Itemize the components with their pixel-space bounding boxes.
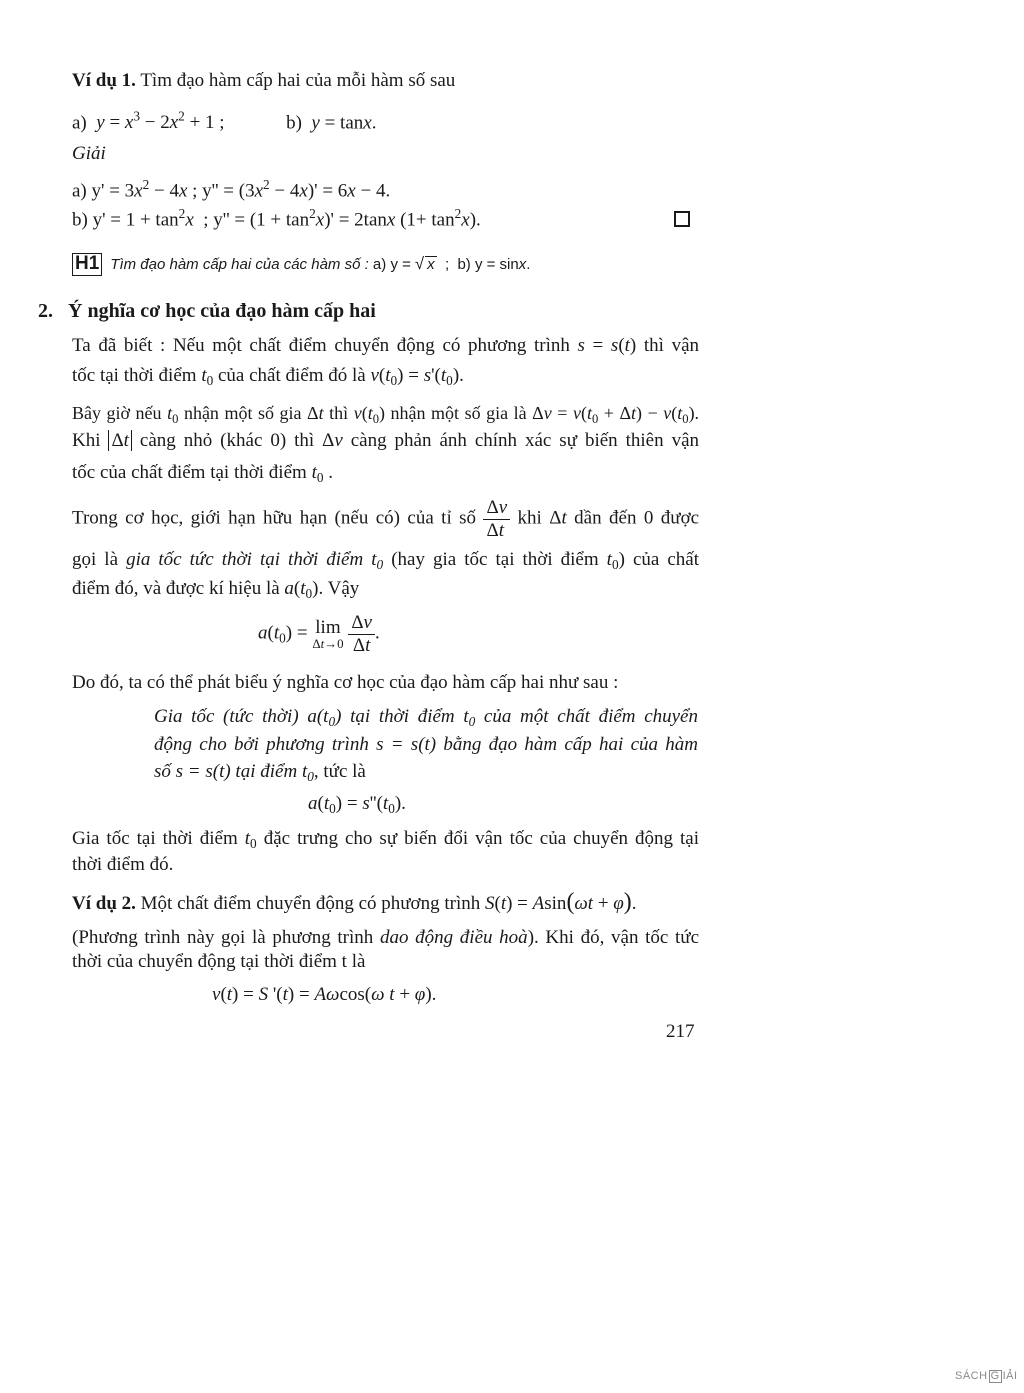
- example2-note: (Phương trình này gọi là phương trình dao động điều hoà). Khi đó, vận tốc tức: [72, 927, 700, 948]
- solution-b: b) $y' = 1 + \tan^2x$ ; $y'' = (1 + \tan^2x)' = 2\tan x$ $(1+ \tan^2x)$.: [72, 206, 481, 231]
- page-number: 217: [666, 1021, 695, 1042]
- solution-a: a) $y' = 3x^2 - 4x$ ; $y'' = (3x^2 - 4x)' = 6x - 4$.: [72, 177, 391, 202]
- formula-limit: $a(t_0)$ = lim Δt→0 $\frac{\Delta v}{\Delta t}$ .: [258, 612, 380, 656]
- paragraph-known-2: tốc tại thời điểm $t_0$ của chất điểm đó là $v(t_0) = s'(t_0)$.: [72, 365, 464, 388]
- section-title: Ý nghĩa cơ học của đạo hàm cấp hai: [68, 300, 376, 322]
- solution-label: Giải: [72, 143, 106, 164]
- paragraph-acceleration: Gia tốc tại thời điểm $t_0$ đặc trưng cho sự biến đổi vận tốc của chuyển động tại: [72, 828, 700, 851]
- paragraph-increment-2: Khi Δt càng nhỏ (khác 0) thì Δv càng phản ánh chính xác sự biến thiên vận: [72, 430, 699, 451]
- paragraph-mechanics-3: điểm đó, và được kí hiệu là $a(t_0)$. Vậy: [72, 578, 360, 601]
- section-heading: [38, 299, 376, 323]
- example2-note-2: thời của chuyển động tại thời điểm t là: [72, 951, 366, 972]
- definition-2: động cho bởi phương trình s = s(t) bằng đạo hàm cấp hai của hàm: [154, 734, 698, 755]
- definition-3: số s = s(t) tại điểm $t_0$, tức là: [154, 761, 366, 784]
- definition-1: Gia tốc (tức thời) $a(t_0)$ tại thời điểm $t_0$ của một chất điểm chuyển: [154, 706, 698, 729]
- h1-text: Tìm đạo hàm cấp hai của các hàm số :: [110, 256, 369, 273]
- function-a: $y = x^3 - 2x^2 + 1$ ;: [96, 109, 225, 134]
- formula-velocity: v(t) = S '(t) = Aωcos(ω t + φ).: [212, 984, 437, 1005]
- example1-functions: [72, 109, 376, 135]
- h1-label: H1: [72, 253, 102, 276]
- watermark-logo: SÁCH G IẢI: [955, 1370, 1018, 1382]
- section-number: 2.: [38, 300, 53, 322]
- end-of-proof-square: [674, 211, 690, 227]
- paragraph-known: Ta đã biết : Nếu một chất điểm chuyển động có phương trình s = s(t) thì vận: [72, 335, 700, 356]
- part-b-label: b): [286, 112, 302, 134]
- paragraph-mechanics: Trong cơ học, giới hạn hữu hạn (nếu có) của tỉ số $\frac{\Delta v}{\Delta t}$ khi Δt dần đến 0 được: [72, 497, 700, 541]
- paragraph-mechanics-2: gọi là gia tốc tức thời tại thời điểm $t_0$ (hay gia tốc tại thời điểm $t_0$) của chất: [72, 549, 700, 572]
- paragraph-thus: Do đó, ta có thể phát biểu ý nghĩa cơ học của đạo hàm cấp hai như sau :: [72, 672, 619, 693]
- h1-exercise: H1 Tìm đạo hàm cấp hai của các hàm số : a) y = √ x ; b) y = sinx.: [72, 253, 530, 276]
- example1-heading: [72, 70, 455, 93]
- example2-label: Ví dụ 2.: [72, 893, 136, 914]
- paragraph-acceleration-2: thời điểm đó.: [72, 854, 174, 875]
- paragraph-increment-3: tốc của chất điểm tại thời điểm $t_0$ .: [72, 462, 333, 485]
- function-b: y = tanx.: [311, 112, 377, 134]
- paragraph-increment: Bây giờ nếu $t_0$ nhận một số gia Δt thì $v(t_0)$ nhận một số gia là $\Delta v = v(t_0 + \Delta t) - v(t_0)$.: [72, 403, 700, 426]
- example2-heading: Ví dụ 2. Một chất điểm chuyển động có phương trình S(t) = Asin(ωt + φ).: [72, 889, 637, 915]
- part-a-label: a): [72, 112, 87, 134]
- example1-label: Ví dụ 1.: [72, 70, 136, 91]
- formula-second-derivative: $a(t_0) = s''(t_0)$.: [308, 793, 406, 816]
- example1-intro: Tìm đạo hàm cấp hai của mỗi hàm số sau: [140, 70, 456, 91]
